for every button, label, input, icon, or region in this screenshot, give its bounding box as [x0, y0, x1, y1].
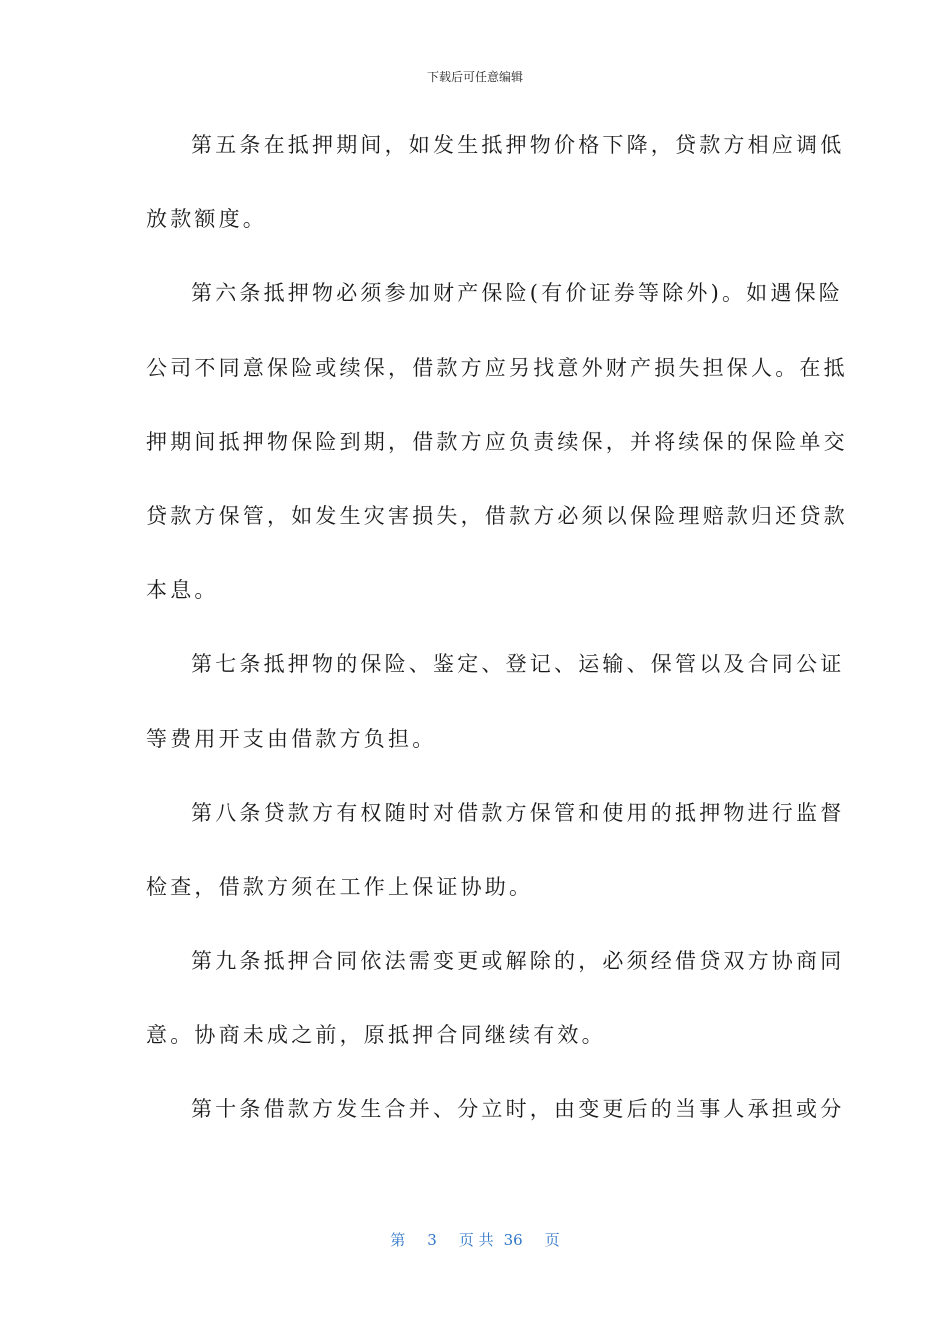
- paragraph-line: 押期间抵押物保险到期，借款方应负责续保，并将续保的保险单交: [146, 429, 848, 454]
- footer-prefix: 第: [390, 1231, 406, 1249]
- paragraph-line: 第十条借款方发生合并、分立时，由变更后的当事人承担或分: [191, 1097, 845, 1122]
- paragraph-line: 等费用开支由借款方负担。: [146, 726, 437, 751]
- paragraph-line: 意。协商未成之前，原抵押合同继续有效。: [146, 1023, 606, 1048]
- paragraph-line: 检查，借款方须在工作上保证协助。: [146, 874, 534, 899]
- footer-total-pages: 36: [503, 1231, 523, 1249]
- paragraph-line: 本息。: [146, 578, 219, 603]
- paragraph-line: 第六条抵押物必须参加财产保险(有价证券等除外)。如遇保险: [191, 281, 843, 306]
- footer-current-page: 3: [427, 1231, 437, 1249]
- footer-suffix: 页: [544, 1231, 560, 1249]
- paragraph-line: 公司不同意保险或续保，借款方应另找意外财产损失担保人。在抵: [146, 355, 848, 380]
- paragraph-line: 第八条贷款方有权随时对借款方保管和使用的抵押物进行监督: [191, 800, 845, 825]
- page-header-note: 下载后可任意编辑: [426, 70, 523, 84]
- paragraph-line: 第五条在抵押期间，如发生抵押物价格下降，贷款方相应调低: [191, 133, 845, 157]
- paragraph-line: 放款额度。: [146, 207, 267, 232]
- paragraph-line: 第七条抵押物的保险、鉴定、登记、运输、保管以及合同公证: [191, 652, 845, 677]
- paragraph-line: 第九条抵押合同依法需变更或解除的，必须经借贷双方协商同: [191, 949, 845, 974]
- page-number-footer: [0, 1229, 950, 1250]
- paragraph-line: 贷款方保管，如发生灾害损失，借款方必须以保险理赔款归还贷款: [146, 503, 848, 528]
- footer-middle: 页 共: [458, 1231, 494, 1249]
- document-body: [146, 122, 848, 1161]
